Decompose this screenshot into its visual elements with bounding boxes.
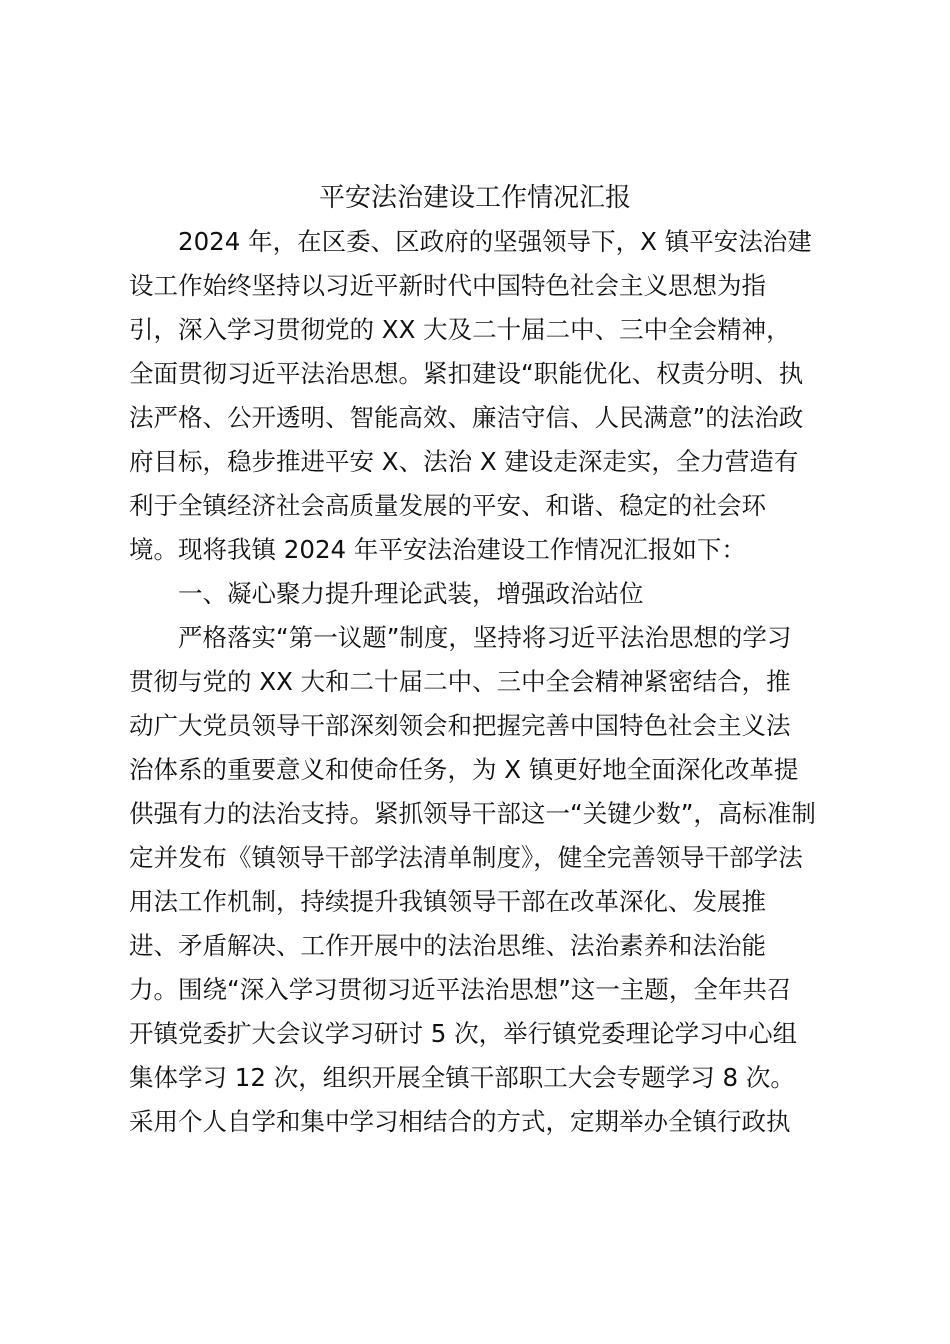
paragraph-line: 力。围绕“深入学习贯彻习近平法治思想”这一主题，全年共召 [129, 975, 792, 1004]
paragraph-line: 境。现将我镇 2024 年平安法治建设工作情况汇报如下： [129, 535, 746, 564]
paragraph-line: 用法工作机制，持续提升我镇领导干部在改革深化、发展推 [129, 887, 766, 916]
paragraph-line: 全面贯彻习近平法治思想。紧扣建设“职能优化、权责分明、执 [129, 359, 804, 388]
paragraph-line: 进、矛盾解决、工作开展中的法治思维、法治素养和法治能 [129, 931, 766, 960]
paragraph-line: 法严格、公开透明、智能高效、廉洁守信、人民满意”的法治政 [129, 403, 804, 432]
paragraph-line: 设工作始终坚持以习近平新时代中国特色社会主义思想为指 [129, 271, 766, 300]
section-heading: 一、凝心聚力提升理论武装，增强政治站位 [178, 579, 644, 608]
paragraph-line: 引，深入学习贯彻党的 XX 大及二十届二中、三中全会精神， [129, 315, 791, 344]
paragraph-line: 开镇党委扩大会议学习研讨 5 次，举行镇党委理论学习中心组 [129, 1019, 798, 1048]
paragraph-line: 集体学习 12 次，组织开展全镇干部职工大会专题学习 8 次。 [129, 1063, 795, 1092]
paragraph-line: 2024 年，在区委、区政府的坚强领导下，X 镇平安法治建 [178, 227, 812, 256]
document-title: 平安法治建设工作情况汇报 [318, 183, 631, 213]
paragraph-line: 严格落实“第一议题”制度，坚持将习近平法治思想的学习 [178, 623, 792, 652]
paragraph-line: 治体系的重要意义和使命任务，为 X 镇更好地全面深化改革提 [129, 755, 799, 784]
paragraph-line: 定并发布《镇领导干部学法清单制度》，健全完善领导干部学法 [129, 843, 803, 872]
paragraph-line: 利于全镇经济社会高质量发展的平安、和谐、稳定的社会环 [129, 491, 766, 520]
paragraph-line: 贯彻与党的 XX 大和二十届二中、三中全会精神紧密结合，推 [129, 667, 791, 696]
paragraph-line: 动广大党员领导干部深刻领会和把握完善中国特色社会主义法 [129, 711, 791, 740]
paragraph-line: 供强有力的法治支持。紧抓领导干部这一“关键少数”，高标准制 [129, 799, 816, 828]
paragraph-line: 府目标，稳步推进平安 X、法治 X 建设走深走实，全力营造有 [129, 447, 799, 476]
paragraph-line: 采用个人自学和集中学习相结合的方式，定期举办全镇行政执 [129, 1107, 791, 1136]
